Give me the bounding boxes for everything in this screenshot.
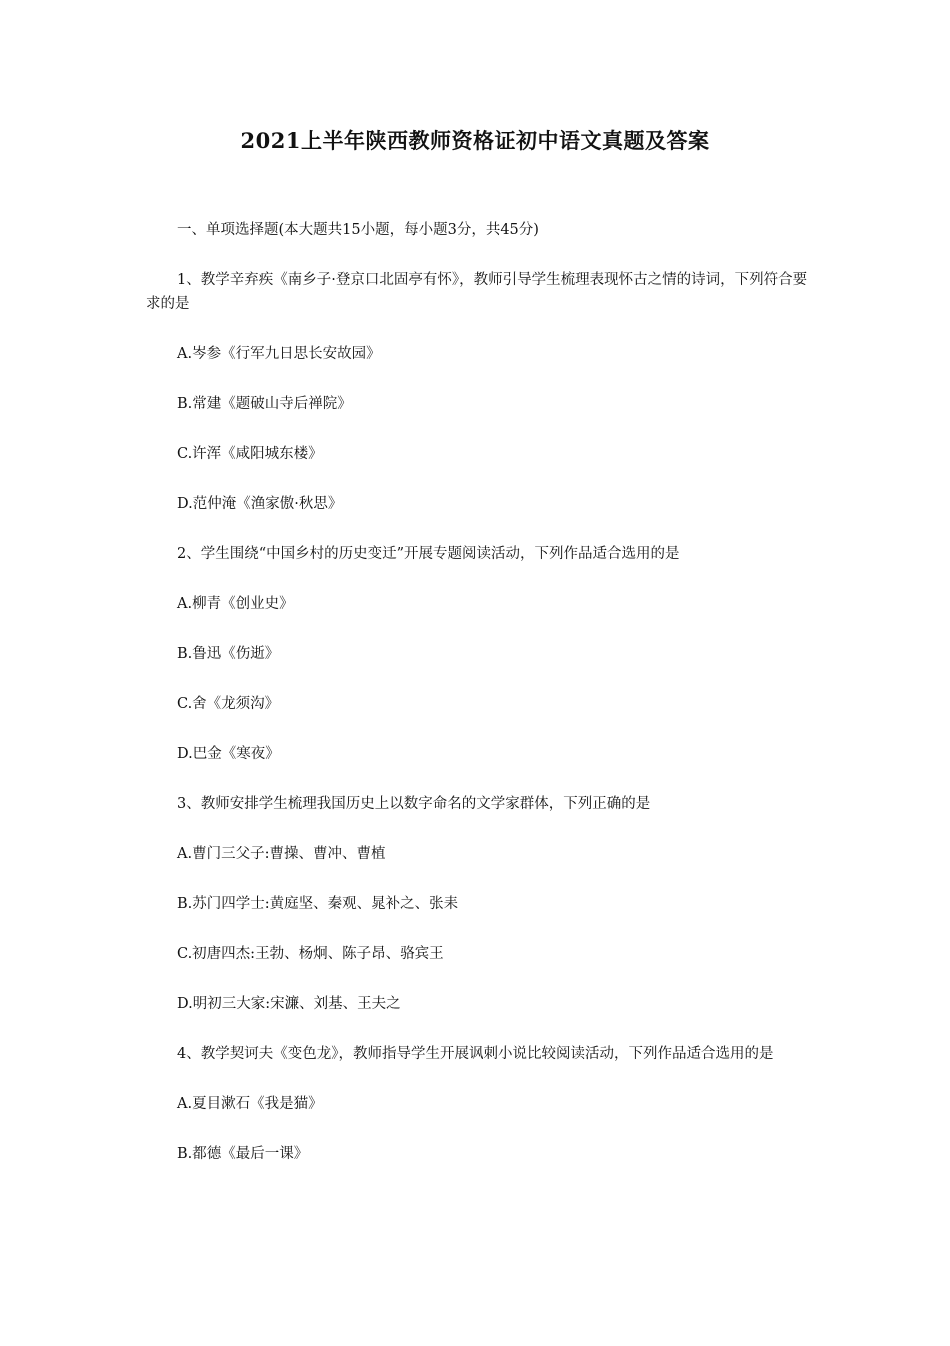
question-2-option-a: A.柳青《创业史》 [177,596,294,612]
question-2-option-d: D.巴金《寒夜》 [177,746,280,762]
question-4-option-b: B.都德《最后一课》 [177,1146,309,1162]
question-3-option-c: C.初唐四杰:王勃、杨炯、陈子昂、骆宾王 [177,946,444,962]
question-2-option-b: B.鲁迅《伤逝》 [177,646,280,662]
question-3-option-d: D.明初三大家:宋濂、刘基、王夫之 [177,996,401,1012]
question-2-option-c: C.舍《龙须沟》 [177,696,280,712]
document-body [146,218,810,1192]
section-heading: 一、单项选择题(本大题共15小题，每小题3分，共45分) [177,222,539,238]
question-3: 3、教师安排学生梳理我国历史上以数字命名的文学家群体，下列正确的是 [177,796,651,812]
question-1-option-c: C.许浑《咸阳城东楼》 [177,446,323,462]
question-1: 1、教学辛弃疾《南乡子·登京口北固亭有怀》，教师引导学生梳理表现怀古之情的诗词，下列符合要求的是 [146,272,808,312]
document-title: 2021上半年陕西教师资格证初中语文真题及答案 [240,128,710,153]
question-4: 4、教学契诃夫《变色龙》，教师指导学生开展讽刺小说比较阅读活动，下列作品适合选用的是 [177,1046,774,1062]
question-3-option-a: A.曹门三父子:曹操、曹冲、曹植 [177,846,386,862]
question-3-option-b: B.苏门四学士:黄庭坚、秦观、晁补之、张耒 [177,896,459,912]
question-1-option-d: D.范仲淹《渔家傲·秋思》 [177,496,343,512]
question-1-option-a: A.岑参《行军九日思长安故园》 [177,346,381,362]
question-1-option-b: B.常建《题破山寺后禅院》 [177,396,352,412]
question-2: 2、学生围绕“中国乡村的历史变迁”开展专题阅读活动，下列作品适合选用的是 [177,546,680,562]
question-4-option-a: A.夏目漱石《我是猫》 [177,1096,323,1112]
